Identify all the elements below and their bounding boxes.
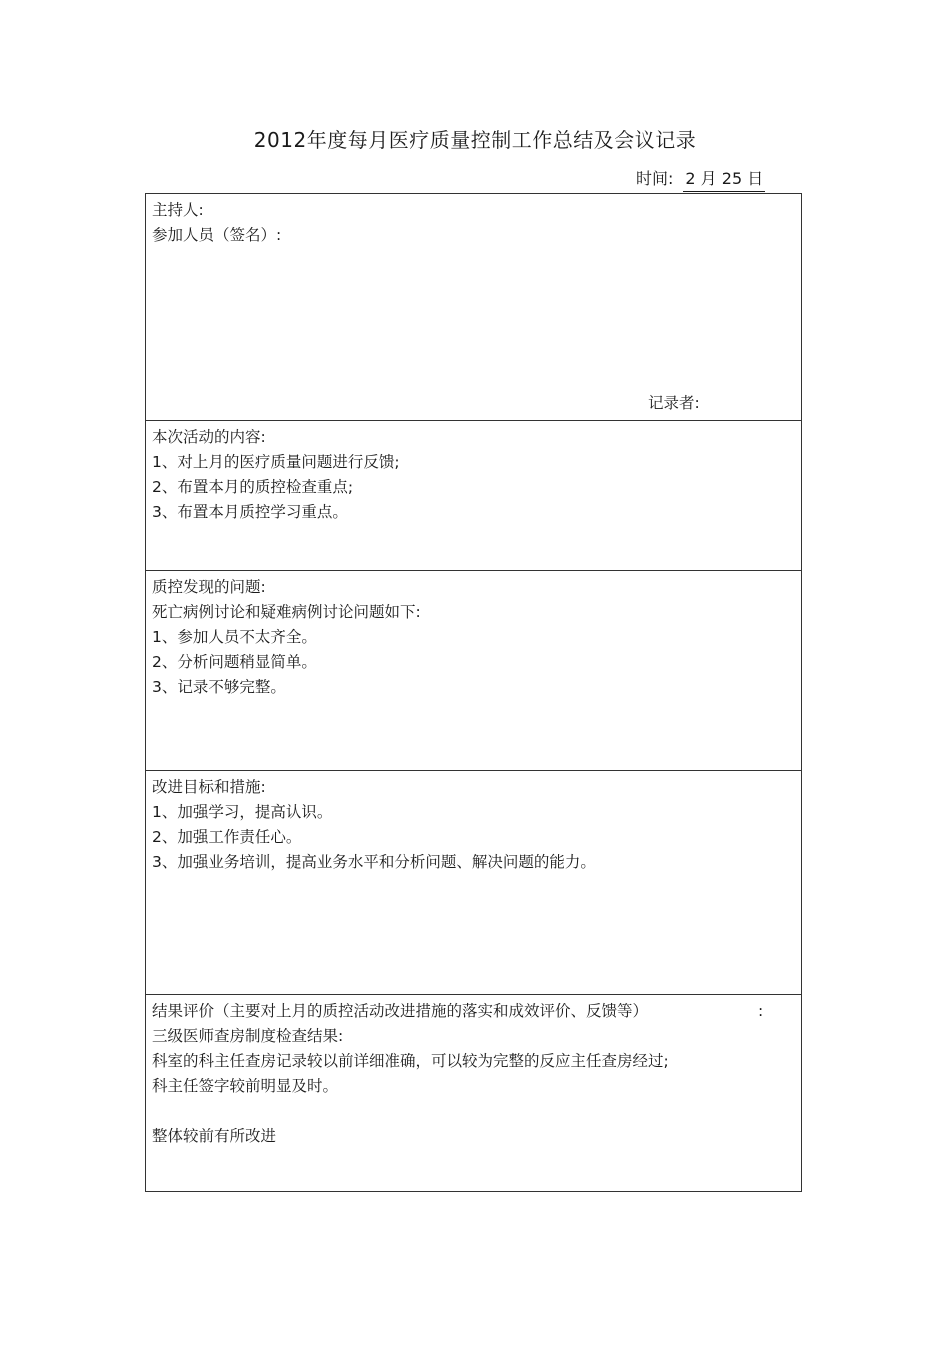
result-section	[146, 994, 801, 1191]
result-summary: 整体较前有所改进	[152, 1127, 277, 1145]
activity-section	[146, 420, 801, 570]
problem-item: 2、分析问题稍显简单。	[152, 653, 317, 671]
spacer	[152, 1099, 795, 1124]
recorder-label: 记录者:	[648, 394, 700, 412]
improvement-heading: 改进目标和措施:	[152, 778, 266, 796]
improvement-item: 2、加强工作责任心。	[152, 828, 302, 846]
document-title: 2012年度每月医疗质量控制工作总结及会议记录	[253, 128, 697, 152]
problem-item: 1、参加人员不太齐全。	[152, 628, 317, 646]
problems-heading: 质控发现的问题:	[152, 578, 266, 596]
host-label: 主持人:	[152, 201, 204, 219]
attendees-label: 参加人员（签名）:	[152, 226, 282, 244]
date-line	[636, 168, 765, 192]
improvement-item: 3、加强业务培训，提高业务水平和分析问题、解决问题的能力。	[152, 853, 596, 871]
improvement-section	[146, 770, 801, 994]
activity-heading: 本次活动的内容:	[152, 428, 266, 446]
improvement-item: 1、加强学习，提高认识。	[152, 803, 333, 821]
problems-section	[146, 570, 801, 770]
activity-item: 1、对上月的医疗质量问题进行反馈;	[152, 453, 400, 471]
result-line: 科室的科主任查房记录较以前详细准确，可以较为完整的反应主任查房经过;	[152, 1052, 669, 1070]
problems-intro: 死亡病例讨论和疑难病例讨论问题如下:	[152, 603, 421, 621]
result-heading-colon: :	[758, 1002, 764, 1020]
participants-section	[146, 194, 801, 420]
result-line: 科主任签字较前明显及时。	[152, 1077, 339, 1095]
date-label: 时间:	[636, 169, 674, 188]
activity-item: 2、布置本月的质控检查重点;	[152, 478, 354, 496]
problem-item: 3、记录不够完整。	[152, 678, 286, 696]
activity-item: 3、布置本月质控学习重点。	[152, 503, 348, 521]
meeting-record-form	[145, 193, 802, 1192]
result-heading: 结果评价（主要对上月的质控活动改进措施的落实和成效评价、反馈等）	[152, 1002, 649, 1020]
date-value: 2 月 25 日	[683, 168, 765, 192]
result-line: 三级医师查房制度检查结果:	[152, 1027, 344, 1045]
